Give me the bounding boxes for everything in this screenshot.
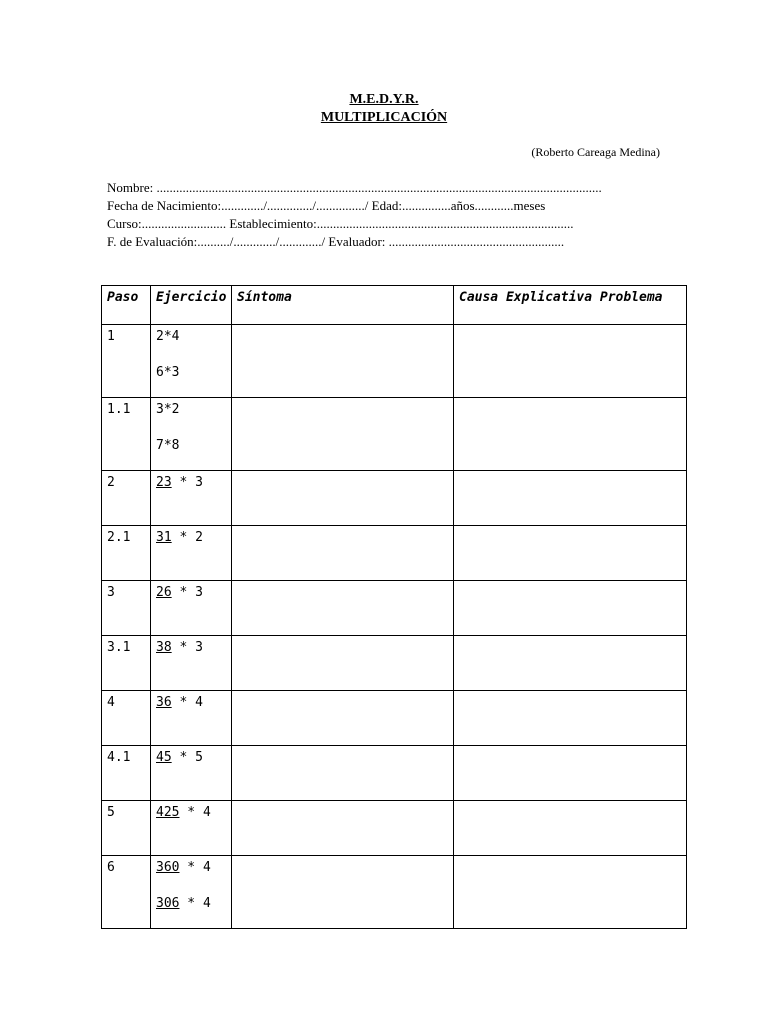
course-school-field: Curso:.......................... Establecimiento:............................................................................... (107, 216, 574, 231)
causa-cell[interactable] (454, 691, 687, 746)
ejercicio-cell (151, 526, 232, 581)
causa-cell[interactable] (454, 636, 687, 691)
sintoma-cell[interactable] (232, 856, 454, 929)
paso-cell: 3 (102, 581, 151, 636)
causa-cell[interactable] (454, 581, 687, 636)
causa-cell[interactable] (454, 801, 687, 856)
exercise (156, 328, 226, 345)
exercise (156, 749, 226, 766)
exercise-operator: * 3 (171, 585, 203, 600)
paso-cell: 1.1 (102, 398, 151, 471)
exercise-operator: * 4 (171, 695, 203, 710)
ejercicio-cell (151, 856, 232, 929)
ejercicio-cell (151, 746, 232, 801)
exercise-operand: 26 (156, 585, 172, 600)
exercise (156, 694, 226, 711)
evaluation-table (101, 285, 687, 929)
table-row (102, 856, 687, 929)
causa-cell[interactable] (454, 746, 687, 801)
exercise-operand: 45 (156, 750, 172, 765)
exercise (156, 437, 226, 454)
sintoma-cell[interactable] (232, 526, 454, 581)
exercise-gap (156, 345, 226, 364)
ejercicio-cell (151, 398, 232, 471)
sintoma-cell[interactable] (232, 691, 454, 746)
table-row (102, 636, 687, 691)
exercise (156, 584, 226, 601)
exercise-gap (156, 418, 226, 437)
table-header-row (102, 286, 687, 325)
causa-cell[interactable] (454, 471, 687, 526)
exercise-operator: 2*4 (156, 329, 180, 344)
exercise (156, 639, 226, 656)
sintoma-cell[interactable] (232, 325, 454, 398)
table-row (102, 398, 687, 471)
exercise-operand: 36 (156, 695, 172, 710)
exercise-operand: 306 (156, 896, 180, 911)
header-ejercicio: Ejercicio (151, 286, 232, 325)
exercise-operand: 360 (156, 860, 180, 875)
sintoma-cell[interactable] (232, 801, 454, 856)
exercise (156, 529, 226, 546)
paso-cell: 5 (102, 801, 151, 856)
exercise-operator: 7*8 (156, 438, 180, 453)
paso-cell: 2 (102, 471, 151, 526)
header-sintoma: Síntoma (232, 286, 454, 325)
table-row (102, 691, 687, 746)
exercise (156, 401, 226, 418)
document-title: M.E.D.Y.R. (349, 92, 419, 107)
ejercicio-cell (151, 801, 232, 856)
ejercicio-cell (151, 581, 232, 636)
table-row (102, 581, 687, 636)
paso-cell: 4 (102, 691, 151, 746)
exercise-operand: 38 (156, 640, 172, 655)
exercise (156, 859, 226, 876)
exercise-operator: * 4 (179, 805, 211, 820)
sintoma-cell[interactable] (232, 398, 454, 471)
paso-cell: 6 (102, 856, 151, 929)
sintoma-cell[interactable] (232, 636, 454, 691)
header-causa: Causa Explicativa Problema (454, 286, 687, 325)
sintoma-cell[interactable] (232, 471, 454, 526)
table-row (102, 325, 687, 398)
document-subtitle: MULTIPLICACIÓN (320, 110, 448, 125)
exercise-operator: * 5 (171, 750, 203, 765)
evaluation-date-evaluator-field: F. de Evaluación:........../............./............./ Evaluador: ...................................................... (107, 234, 565, 249)
exercise (156, 804, 226, 821)
exercise-operator: 3*2 (156, 402, 180, 417)
table-row (102, 471, 687, 526)
causa-cell[interactable] (454, 856, 687, 929)
exercise-operator: * 4 (179, 860, 211, 875)
exercise (156, 364, 226, 381)
table-row (102, 801, 687, 856)
exercise-operand: 425 (156, 805, 180, 820)
paso-cell: 4.1 (102, 746, 151, 801)
birthdate-age-field: Fecha de Nacimiento:............./............../.............../ Edad:...............años............meses (107, 198, 546, 213)
ejercicio-cell (151, 691, 232, 746)
paso-cell: 3.1 (102, 636, 151, 691)
table-row (102, 746, 687, 801)
exercise-operator: * 3 (171, 475, 203, 490)
exercise-operator: * 3 (171, 640, 203, 655)
header-paso: Paso (102, 286, 151, 325)
table-row (102, 526, 687, 581)
ejercicio-cell (151, 471, 232, 526)
ejercicio-cell (151, 636, 232, 691)
sintoma-cell[interactable] (232, 746, 454, 801)
exercise-operator: 6*3 (156, 365, 180, 380)
exercise-gap (156, 876, 226, 895)
exercise (156, 474, 226, 491)
exercise-operator: * 4 (179, 896, 211, 911)
ejercicio-cell (151, 325, 232, 398)
exercise-operand: 23 (156, 475, 172, 490)
exercise-operator: * 2 (171, 530, 203, 545)
paso-cell: 2.1 (102, 526, 151, 581)
causa-cell[interactable] (454, 398, 687, 471)
sintoma-cell[interactable] (232, 581, 454, 636)
exercise-operand: 31 (156, 530, 172, 545)
causa-cell[interactable] (454, 526, 687, 581)
exercise (156, 895, 226, 912)
author: (Roberto Careaga Medina) (531, 145, 660, 159)
table-body (102, 325, 687, 929)
paso-cell: 1 (102, 325, 151, 398)
name-field: Nombre: ......................................................................................................................................... (107, 180, 602, 195)
causa-cell[interactable] (454, 325, 687, 398)
